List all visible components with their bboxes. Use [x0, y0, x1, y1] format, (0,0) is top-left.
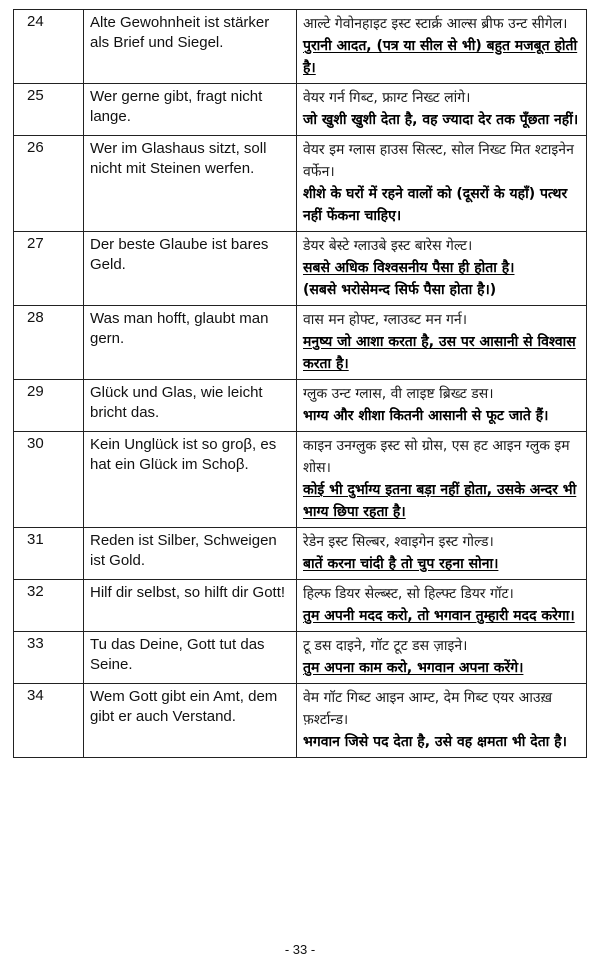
transliteration: वास मन होफ्ट, ग्लाउब्ट मन गर्न। [303, 312, 467, 328]
table-row [14, 380, 587, 432]
hindi-meaning: तुम अपनी मदद करो, तो भगवान तुम्हारी मदद करेगा। [303, 608, 575, 624]
transliteration: टू डस दाइने, गॉट टूट डस ज़ाइने। [303, 638, 468, 654]
proverb-number: 27 [14, 232, 84, 306]
german-proverb: Glück und Glas, wie leicht bricht das. [84, 380, 297, 432]
transliteration: वेयर इम ग्लास हाउस सित्स्ट, सोल निख्ट मित श्टाइनेन वर्फेन। [303, 142, 574, 180]
hindi-cell [297, 380, 587, 432]
german-proverb: Hilf dir selbst, so hilft dir Gott! [84, 580, 297, 632]
hindi-meaning-alternate: (सबसे भरोसेमन्द सिर्फ पैसा होता है।) [303, 282, 497, 298]
table-row [14, 84, 587, 136]
transliteration: हिल्फ डियर सेल्ब्स्ट, सो हिल्फ्ट डियर गॉट। [303, 586, 514, 602]
transliteration: वेम गॉट गिब्ट आइन आम्ट, देम गिब्ट एयर आउख़ फ़र्श्टान्ड। [303, 690, 553, 728]
hindi-cell [297, 580, 587, 632]
proverb-number: 34 [14, 684, 84, 758]
german-proverb: Alte Gewohnheit ist stärker als Brief und Siegel. [84, 10, 297, 84]
german-proverb: Wer im Glashaus sitzt, soll nicht mit Steinen werfen. [84, 136, 297, 232]
transliteration: डेयर बेस्टे ग्लाउबे इस्ट बारेस गेल्ट। [303, 238, 473, 254]
page-number: - 33 - [284, 942, 316, 957]
table-row [14, 632, 587, 684]
hindi-cell [297, 84, 587, 136]
hindi-cell [297, 10, 587, 84]
german-proverb: Der beste Glaube ist bares Geld. [84, 232, 297, 306]
proverb-number: 24 [14, 10, 84, 84]
hindi-cell [297, 632, 587, 684]
german-proverb: Kein Unglück ist so groβ, es hat ein Glück im Schoβ. [84, 432, 297, 528]
hindi-meaning: सबसे अधिक विश्वसनीय पैसा ही होता है। [303, 260, 515, 276]
proverb-number: 32 [14, 580, 84, 632]
hindi-meaning: कोई भी दुर्भाग्य इतना बड़ा नहीं होता, उसके अन्दर भी भाग्य छिपा रहता है। [303, 482, 577, 520]
table-row [14, 528, 587, 580]
hindi-cell [297, 684, 587, 758]
table-row [14, 684, 587, 758]
table-row [14, 306, 587, 380]
hindi-meaning: तुम अपना काम करो, भगवान अपना करेंगे। [303, 660, 524, 676]
german-proverb: Tu das Deine, Gott tut das Seine. [84, 632, 297, 684]
proverb-table [13, 9, 587, 758]
transliteration: ग्लुक उन्ट ग्लास, वी लाइष्ट ब्रिख्ट डस। [303, 386, 494, 402]
proverb-number: 30 [14, 432, 84, 528]
proverb-table-body [14, 10, 587, 758]
hindi-meaning: जो खुशी खुशी देता है, वह ज्यादा देर तक पूँछता नहीं। [303, 112, 579, 128]
hindi-cell [297, 136, 587, 232]
hindi-cell [297, 432, 587, 528]
transliteration: काइन उनग्लुक इस्ट सो ग्रोस, एस हट आइन ग्लुक इम शोस। [303, 438, 570, 476]
proverb-number: 25 [14, 84, 84, 136]
proverb-number: 31 [14, 528, 84, 580]
hindi-cell [297, 528, 587, 580]
transliteration: रेडेन इस्ट सिल्बर, श्वाइगेन इस्ट गोल्ड। [303, 534, 494, 550]
hindi-meaning: शीशे के घरों में रहने वालों को (दूसरों के यहाँ) पत्थर नहीं फेंकना चाहिए। [303, 186, 568, 224]
hindi-meaning: भगवान जिसे पद देता है, उसे वह क्षमता भी देता है। [303, 734, 567, 750]
transliteration: वेयर गर्न गिब्ट, फ्राग्ट निख्ट लांगे। [303, 90, 471, 106]
table-row [14, 232, 587, 306]
hindi-meaning: पुरानी आदत, (पत्र या सील से भी) बहुत मजबूत होती है। [303, 38, 578, 76]
table-row [14, 10, 587, 84]
table-row [14, 580, 587, 632]
proverb-number: 33 [14, 632, 84, 684]
hindi-meaning: बातें करना चांदी है तो चुप रहना सोना। [303, 556, 499, 572]
transliteration: आल्टे गेवोनहाइट इस्ट स्टार्क्र आल्स ब्रीफ उन्ट सीगेल। [303, 16, 568, 32]
hindi-meaning: भाग्य और शीशा कितनी आसानी से फूट जाते हैं। [303, 408, 549, 424]
hindi-cell [297, 306, 587, 380]
proverb-number: 26 [14, 136, 84, 232]
hindi-cell [297, 232, 587, 306]
table-row [14, 136, 587, 232]
german-proverb: Was man hofft, glaubt man gern. [84, 306, 297, 380]
proverb-number: 28 [14, 306, 84, 380]
hindi-meaning: मनुष्य जो आशा करता है, उस पर आसानी से विश्वास करता है। [303, 334, 576, 372]
german-proverb: Reden ist Silber, Schweigen ist Gold. [84, 528, 297, 580]
table-row [14, 432, 587, 528]
german-proverb: Wem Gott gibt ein Amt, dem gibt er auch Verstand. [84, 684, 297, 758]
german-proverb: Wer gerne gibt, fragt nicht lange. [84, 84, 297, 136]
proverb-number: 29 [14, 380, 84, 432]
